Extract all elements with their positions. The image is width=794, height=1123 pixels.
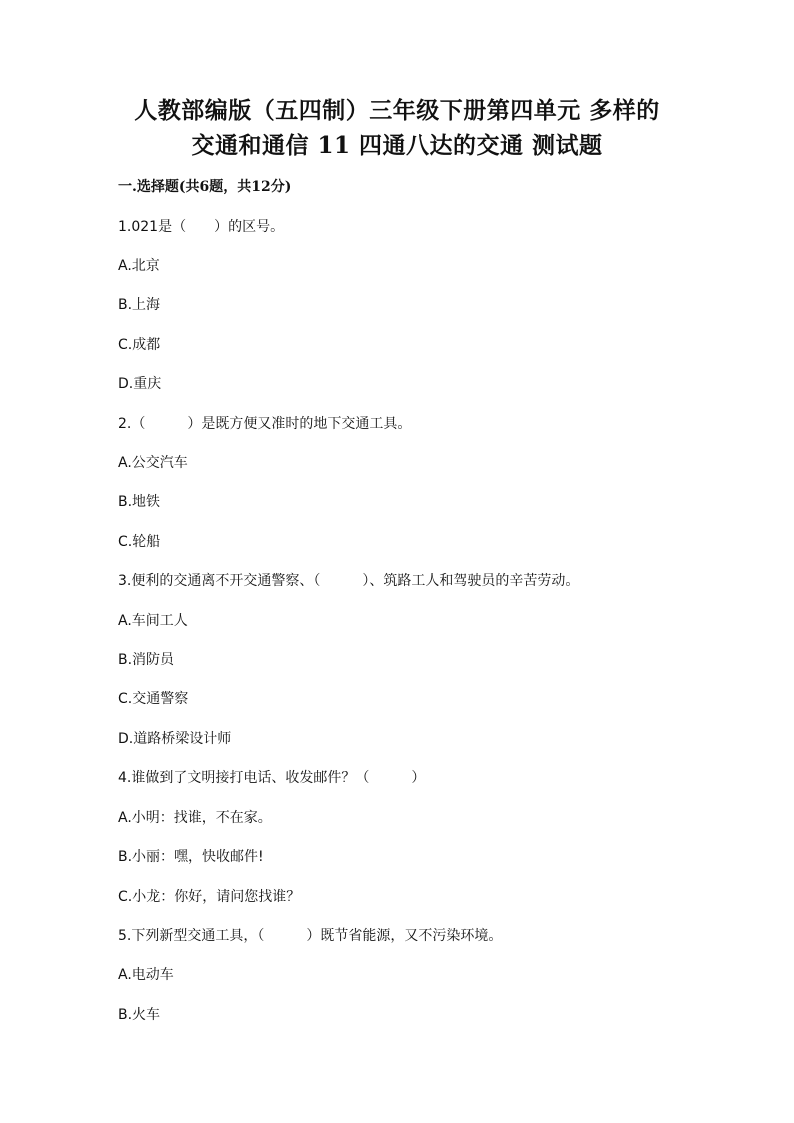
question-3-option-b: B.消防员: [118, 652, 175, 668]
question-4-option-a: A.小明：找谁，不在家。: [118, 810, 272, 826]
question-3-option-c: C.交通警察: [118, 691, 189, 707]
question-3-stem: 3.便利的交通离不开交通警察、（ ）、筑路工人和驾驶员的辛苦劳动。: [118, 573, 580, 589]
question-5-option-b: B.火车: [118, 1007, 161, 1023]
question-1-option-c: C.成都: [118, 337, 161, 353]
document-title-line-1: 人教部编版（五四制）三年级下册第四单元 多样的: [134, 97, 660, 124]
question-2-option-c: C.轮船: [118, 534, 161, 550]
question-4-option-c: C.小龙：你好，请问您找谁？: [118, 889, 301, 905]
question-5-stem: 5.下列新型交通工具，（ ）既节省能源，又不污染环境。: [118, 928, 503, 944]
question-1-stem: 1.021是（ ）的区号。: [118, 219, 285, 235]
question-1-option-a: A.北京: [118, 258, 160, 274]
question-3-option-d: D.道路桥梁设计师: [118, 731, 232, 747]
question-4-stem: 4.谁做到了文明接打电话、收发邮件？（ ）: [118, 770, 426, 786]
question-1-option-d: D.重庆: [118, 376, 162, 392]
document-title-line-2: 交通和通信 11 四通八达的交通 测试题: [191, 132, 603, 159]
question-5-option-a: A.电动车: [118, 967, 174, 983]
question-2-option-b: B.地铁: [118, 494, 161, 510]
question-2-option-a: A.公交汽车: [118, 455, 188, 471]
question-4-option-b: B.小丽：嘿，快收邮件!: [118, 849, 264, 865]
question-1-option-b: B.上海: [118, 297, 161, 313]
section-heading: 一.选择题(共6题，共12分): [118, 179, 292, 195]
question-2-stem: 2.（ ）是既方便又准时的地下交通工具。: [118, 416, 412, 432]
question-3-option-a: A.车间工人: [118, 613, 188, 629]
